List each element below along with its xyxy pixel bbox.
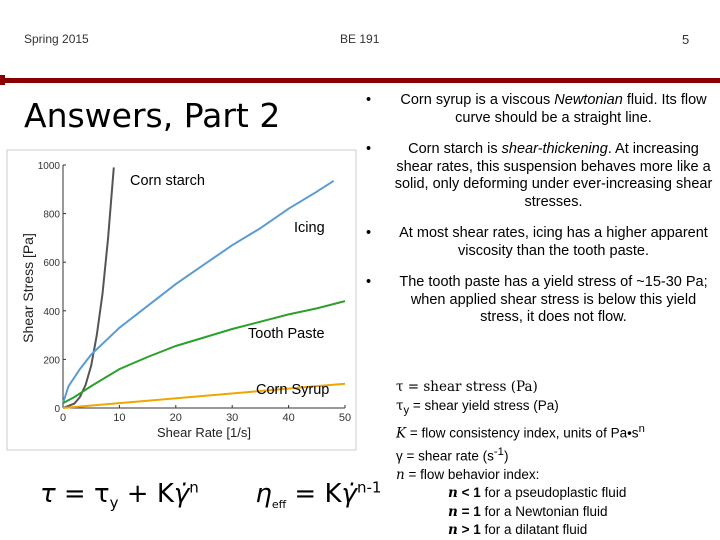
header-course-term: Spring 2015 [24, 32, 89, 46]
bullet-icing: • At most shear rates, icing has a higher apparent viscosity than the tooth paste. [366, 225, 708, 259]
y-tick-label: 600 [43, 258, 60, 270]
equation-effective-viscosity: $\eta_{eff}$ = Kγ̇$^{n-1}$ [255, 478, 382, 511]
y-tick-label: 0 [54, 404, 60, 415]
series-label-icing: Icing [294, 220, 325, 236]
chart-border [7, 150, 356, 450]
def-k: K = flow consistency index, units of $Pa•s^n$ [396, 422, 645, 442]
bullet-dot: • [366, 274, 372, 290]
y-tick-label: 400 [43, 306, 60, 318]
series-line-corn-syrup [63, 384, 345, 408]
def-tau: τ = shear stress (Pa) [396, 379, 538, 395]
emphasis-shear-thickening: shear-thickening [501, 141, 608, 157]
bullet-corn-starch: • Corn starch is shear-thickening. At increasing shear rates, this suspension behaves more like a solid, only deforming under ever-increasing shear stresses. [366, 141, 713, 210]
y-tick-label: 200 [43, 355, 60, 367]
x-tick-label: 20 [169, 412, 182, 424]
y-tick-label: 1000 [37, 161, 60, 172]
x-tick-label: 50 [338, 412, 352, 424]
emphasis-newtonian: Newtonian [554, 92, 623, 108]
def-n-dilatant: n > 1 for a dilatant fluid [448, 522, 588, 539]
series-label-corn-syrup: Corn Syrup [256, 382, 330, 398]
def-gamma: γ = shear rate $(s^{-1})$ [396, 445, 509, 464]
x-tick-label: 10 [113, 412, 126, 424]
bullet-corn-syrup: • Corn syrup is a viscous Newtonian fluid. Its flow curve should be a straight line. [366, 92, 707, 126]
slide-title: Answers, Part 2 [24, 96, 281, 135]
series-line-corn-starch [63, 167, 114, 408]
equations [40, 478, 381, 512]
x-tick-label: 40 [282, 412, 295, 424]
y-tick-label: 800 [43, 209, 60, 221]
def-tau-y: $\tau_y$ = shear yield stress (Pa) [396, 397, 559, 417]
bullet-tooth-paste: • The tooth paste has a yield stress of ~15-30 Pa; when applied shear stress is below this yield stress, it does not flow. [366, 274, 708, 325]
def-n-pseudoplastic: n < 1 for a pseudoplastic fluid [448, 485, 627, 502]
bullet-dot: • [366, 141, 372, 157]
bullet-list [364, 92, 716, 341]
def-n-newtonian: n = 1 for a Newtonian fluid [448, 503, 608, 520]
x-tick-label: 30 [226, 412, 239, 424]
chart-axes [38, 161, 351, 424]
page-number: 5 [682, 32, 690, 47]
def-n: n = flow behavior index: [396, 466, 540, 483]
equation-herschel-bulkley: $\tau = \tau_y$ + Kγ̇$^n$ [40, 478, 199, 512]
x-axis-label: Shear Rate [1/s] [157, 425, 251, 440]
chart-series [63, 167, 345, 408]
series-line-icing [63, 181, 334, 403]
series-label-corn-starch: Corn starch [130, 173, 205, 189]
variable-definitions [396, 378, 716, 540]
header-rule [0, 78, 720, 83]
x-tick-label: 0 [59, 412, 67, 424]
y-axis-label: Shear Stress [Pa] [20, 233, 36, 343]
bullet-dot: • [366, 92, 372, 108]
bullet-dot: • [366, 225, 372, 241]
header-course-code: BE 191 [340, 32, 380, 46]
series-line-tooth-paste [63, 301, 345, 403]
series-label-tooth-paste: Tooth Paste [248, 326, 325, 342]
